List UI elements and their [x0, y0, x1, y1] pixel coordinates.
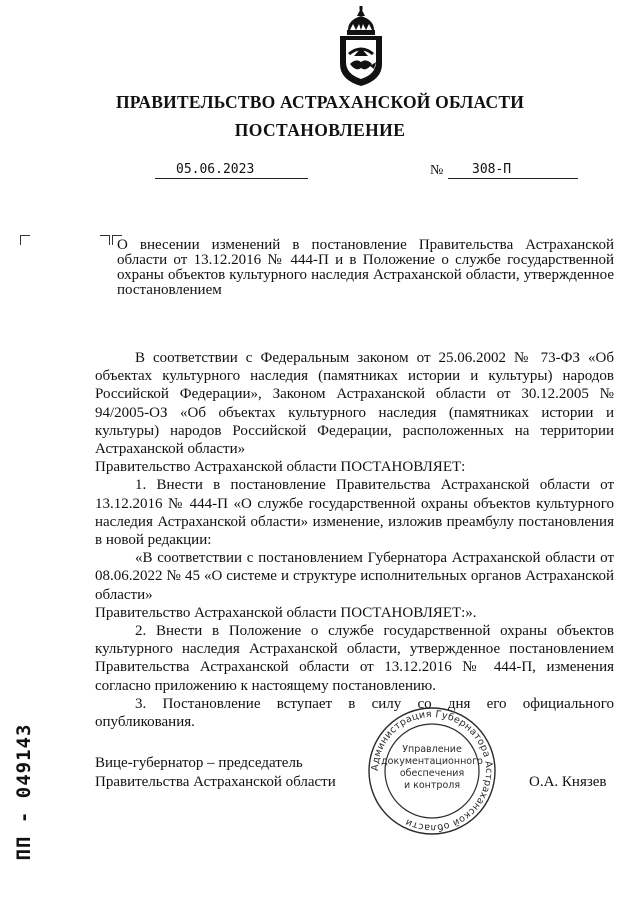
official-stamp [367, 706, 497, 836]
paragraph-preamble: В соответствии с Федеральным законом от 25.06.2002 № 73-ФЗ «Об объектах культурного наследия (памятниках истории и культуры) народов Российской Федерации», Законом Астраханской области от 30.12.2005 № 94/2005-ОЗ «Об объектах культурного наследия (памятниках истории и культуры) народов Российской Федерации, расположенных на территории Астраханской области» [95, 350, 614, 458]
document-subject: О внесении изменений в постановление Правительства Астраханской области от 13.12.2016 № 444-П и в Положение о службе государственной охраны объектов культурного наследия Астраханской области, утвержденное постановлением [117, 237, 614, 298]
paragraph-item-1: 1. Внести в постановление Правительства Астраханской области от 13.12.2016 № 444-П «О службе государственной охраны объектов культурного наследия Астраханской области» изменение, изложив преамбулу постановления в новой редакции: [95, 477, 614, 549]
subject-corner-mark-right [100, 235, 110, 245]
stamp-outer-text: Администрация Губернатора Астраханской области [369, 708, 495, 834]
stamp-line-3: обеспечения [399, 768, 465, 779]
stamp-line-2: документационного [381, 756, 483, 767]
stamp-line-1: Управление [402, 744, 462, 755]
document-number: 308-П [472, 162, 512, 177]
coat-of-arms-emblem [330, 6, 392, 88]
form-serial-number: ПП - 049143 [13, 723, 35, 861]
paragraph-new-preamble: «В соответствии с постановлением Губернатора Астраханской области от 08.06.2022 № 45 «О системе и структуре исполнительных органов Астраханской области» [95, 550, 614, 603]
document-body [95, 349, 614, 731]
stamp-line-4: и контроля [403, 780, 461, 791]
signatory-line-1: Вице-губернатор – председатель [95, 755, 303, 771]
signatory-name: О.А. Князев [529, 774, 607, 790]
left-corner-mark [20, 235, 30, 245]
document-date: 05.06.2023 [176, 162, 255, 177]
paragraph-new-decree: Правительство Астраханской области ПОСТАНОВЛЯЕТ:». [95, 604, 477, 621]
paragraph-decree: Правительство Астраханской области ПОСТАНОВЛЯЕТ: [95, 459, 466, 476]
government-title: ПРАВИТЕЛЬСТВО АСТРАХАНСКОЙ ОБЛАСТИ [115, 92, 525, 112]
number-underline [448, 177, 578, 179]
paragraph-item-3: 3. Постановление вступает в силу со дня его официального опубликования. [95, 695, 614, 731]
document-type: ПОСТАНОВЛЕНИЕ [234, 120, 406, 140]
number-sign: № [430, 163, 444, 178]
signatory-position [95, 754, 336, 792]
paragraph-item-2: 2. Внести в Положение о службе государственной охраны объектов культурного наследия Астраханской области, утвержденное постановлением Правительства Астраханской области от 13.12.2016 № 444-П, изменения согласно приложению к настоящему постановлению. [95, 623, 614, 694]
date-underline [155, 177, 308, 179]
signatory-line-2: Правительства Астраханской области [95, 774, 336, 790]
